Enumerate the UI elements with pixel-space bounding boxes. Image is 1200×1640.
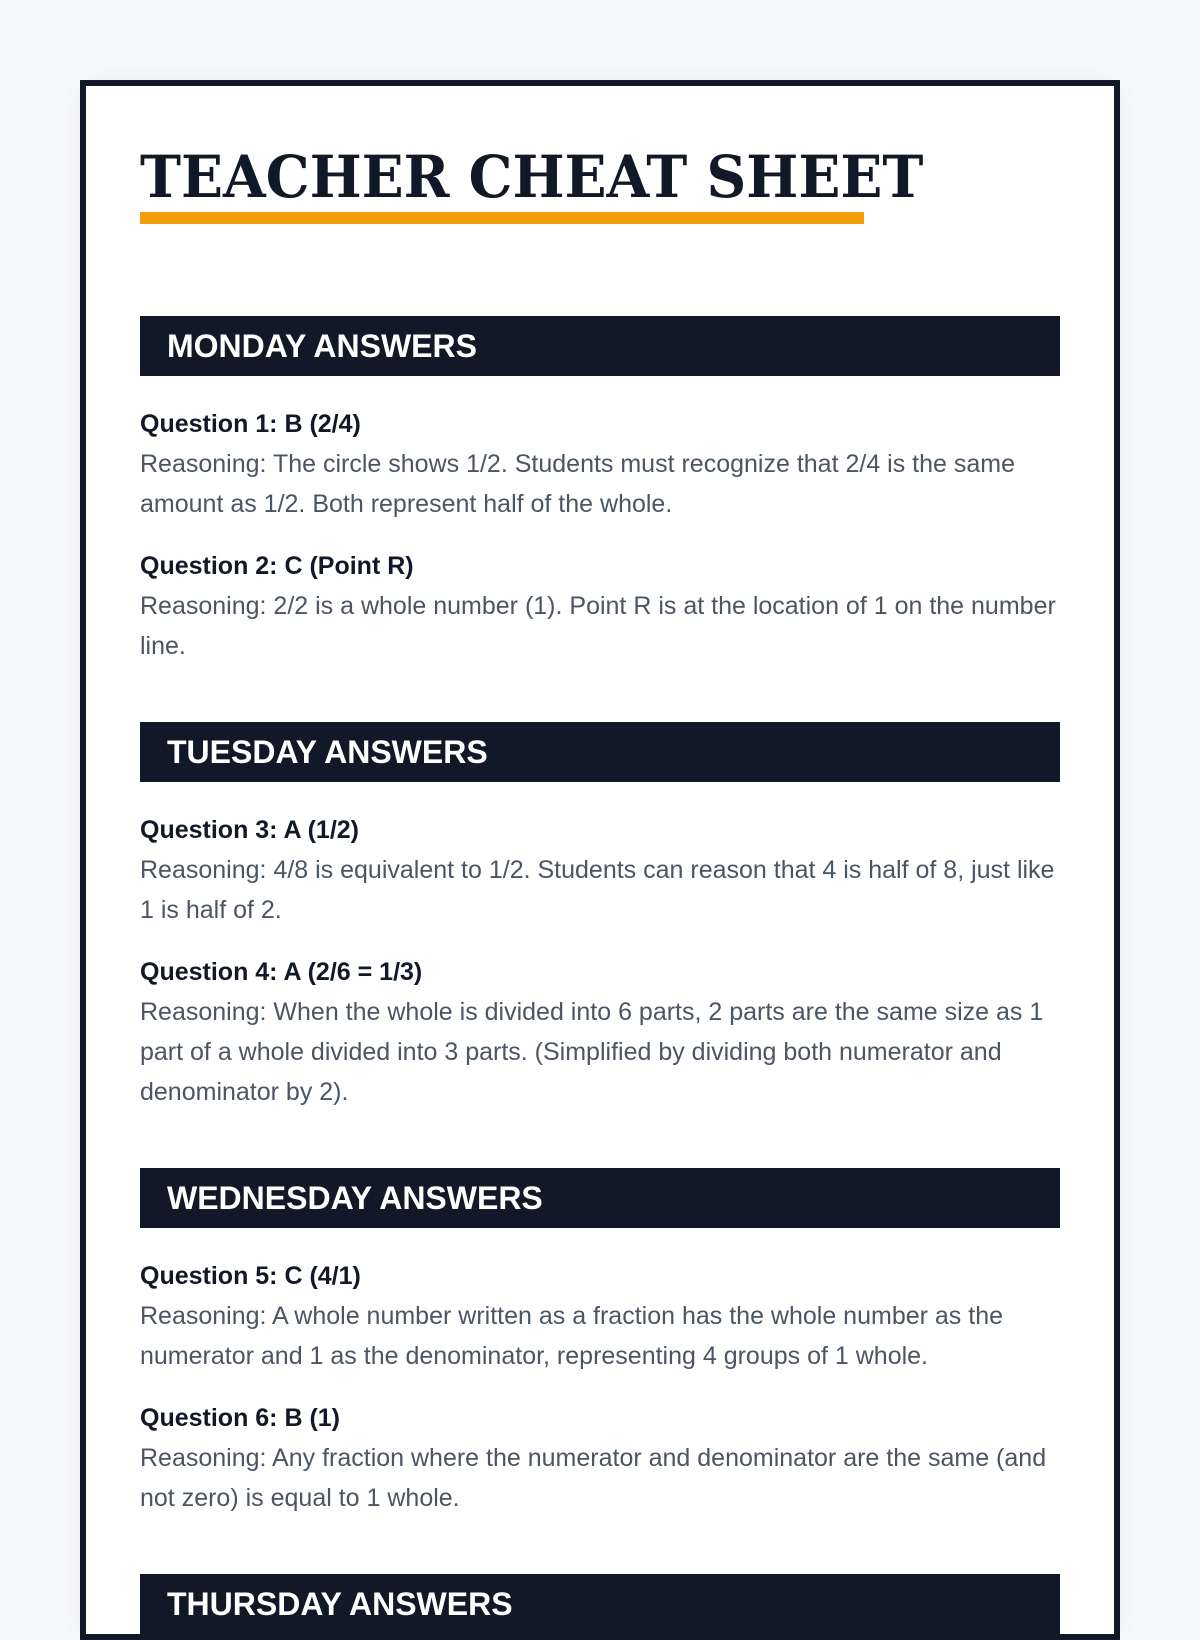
question-answer: Question 5: C (4/1): [140, 1262, 361, 1290]
question-answer: Question 1: B (2/4): [140, 410, 361, 438]
question-item: [140, 954, 1060, 1112]
question-item: [140, 1258, 1060, 1376]
page-title: TEACHER CHEAT SHEET: [140, 143, 924, 211]
question-reasoning: Reasoning: 2/2 is a whole number (1). Point R is at the location of 1 on the number line.: [140, 592, 1056, 660]
day-section-wednesday: [140, 1168, 1060, 1518]
cheat-sheet-page: [80, 80, 1120, 1640]
day-header: THURSDAY ANSWERS: [140, 1574, 1060, 1634]
day-section-tuesday: [140, 722, 1060, 1112]
question-reasoning: Reasoning: The circle shows 1/2. Students must recognize that 2/4 is the same amount as 1/2. Both represent half of the whole.: [140, 450, 1015, 518]
day-header: WEDNESDAY ANSWERS: [140, 1168, 1060, 1228]
title-underline: [140, 212, 864, 224]
question-reasoning: Reasoning: A whole number written as a fraction has the whole number as the numerator and 1 as the denominator, representing 4 groups of 1 whole.: [140, 1302, 1004, 1370]
question-answer: Question 3: A (1/2): [140, 816, 360, 844]
question-reasoning: Reasoning: When the whole is divided into 6 parts, 2 parts are the same size as 1 part of a whole divided into 3 parts. (Simplified by dividing both numerator and denominator by 2).: [140, 998, 1044, 1106]
question-item: [140, 406, 1060, 524]
day-header: MONDAY ANSWERS: [140, 316, 1060, 376]
question-item: [140, 812, 1060, 930]
question-reasoning: Reasoning: 4/8 is equivalent to 1/2. Students can reason that 4 is half of 8, just like 1 is half of 2.: [140, 856, 1055, 924]
question-item: [140, 548, 1060, 666]
day-section-monday: [140, 316, 1060, 666]
title-block: [140, 143, 965, 224]
day-section-thursday: [140, 1574, 1060, 1634]
question-item: [140, 1400, 1060, 1518]
question-reasoning: Reasoning: Any fraction where the numerator and denominator are the same (and not zero) is equal to 1 whole.: [140, 1444, 1047, 1512]
question-answer: Question 2: C (Point R): [140, 552, 414, 580]
question-answer: Question 6: B (1): [140, 1404, 341, 1432]
day-header: TUESDAY ANSWERS: [140, 722, 1060, 782]
question-answer: Question 4: A (2/6 = 1/3): [140, 958, 423, 986]
